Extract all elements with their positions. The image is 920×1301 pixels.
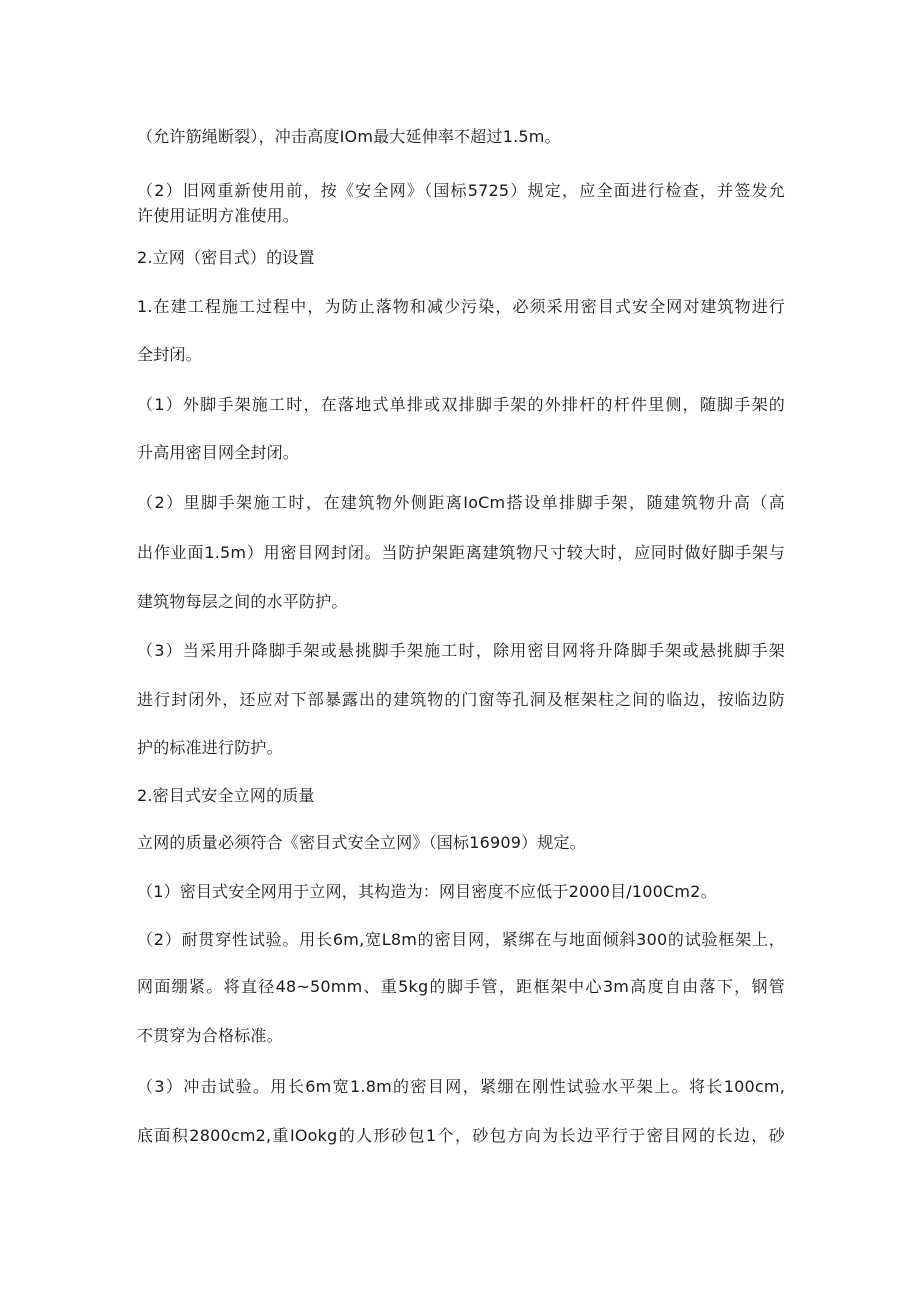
text-line-17: （1）密目式安全网用于立网，其构造为：网目密度不应低于2000目/100Cm2。 [137, 882, 717, 901]
text-line-13: 进行封闭外，还应对下部暴露出的建筑物的门窗等孔洞及框架柱之间的临边，按临边防 [137, 690, 785, 709]
section-heading-1: 2.立网（密目式）的设置 [137, 248, 315, 267]
text-line-22: 底面积2800cm2,重IOokg的人形砂包1个，砂包方向为长边平行于密目网的长边，砂 [137, 1126, 785, 1145]
text-line-12: （3）当采用升降脚手架或悬挑脚手架施工时，除用密目网将升降脚手架或悬挑脚手架 [137, 641, 785, 660]
text-line-7: （1）外脚手架施工时，在落地式单排或双排脚手架的外排杆的杆件里侧，随脚手架的 [137, 395, 785, 414]
text-line-21: （3）冲击试验。用长6m宽1.8m的密目网，紧绷在刚性试验水平架上。将长100cm, [137, 1077, 785, 1096]
text-line-18: （2）耐贯穿性试验。用长6m,宽L8m的密目网，紧绑在与地面倾斜300的试验框架上， [137, 930, 785, 949]
text-line-10: 出作业面1.5m）用密目网封闭。当防护架距离建筑物尺寸较大时，应同时做好脚手架与 [137, 543, 785, 562]
text-line-1: （允许筋绳断裂），冲击高度IOm最大延伸率不超过1.5m。 [137, 127, 561, 146]
text-line-8: 升高用密目网全封闭。 [137, 443, 300, 462]
section-heading-2: 2.密目式安全立网的质量 [137, 786, 315, 805]
text-line-19: 网面绷紧。将直径48~50mm、重5kg的脚手管，距框架中心3m高度自由落下，钢管 [137, 977, 785, 996]
text-line-2: （2）旧网重新使用前，按《安全网》（国标5725）规定，应全面进行检查，并签发允 [137, 181, 785, 200]
text-line-5: 1.在建工程施工过程中，为防止落物和减少污染，必须采用密目式安全网对建筑物进行 [137, 297, 785, 316]
text-line-6: 全封闭。 [137, 345, 202, 364]
text-line-14: 护的标准进行防护。 [137, 738, 283, 757]
text-line-9: （2）里脚手架施工时，在建筑物外侧距离IoCm搭设单排脚手架，随建筑物升高（高 [137, 493, 785, 512]
text-line-16: 立网的质量必须符合《密目式安全立网》（国标16909）规定。 [137, 833, 586, 852]
text-line-11: 建筑物每层之间的水平防护。 [137, 592, 348, 611]
text-line-3: 许使用证明方准使用。 [137, 206, 300, 225]
text-line-20: 不贯穿为合格标准。 [137, 1026, 283, 1045]
